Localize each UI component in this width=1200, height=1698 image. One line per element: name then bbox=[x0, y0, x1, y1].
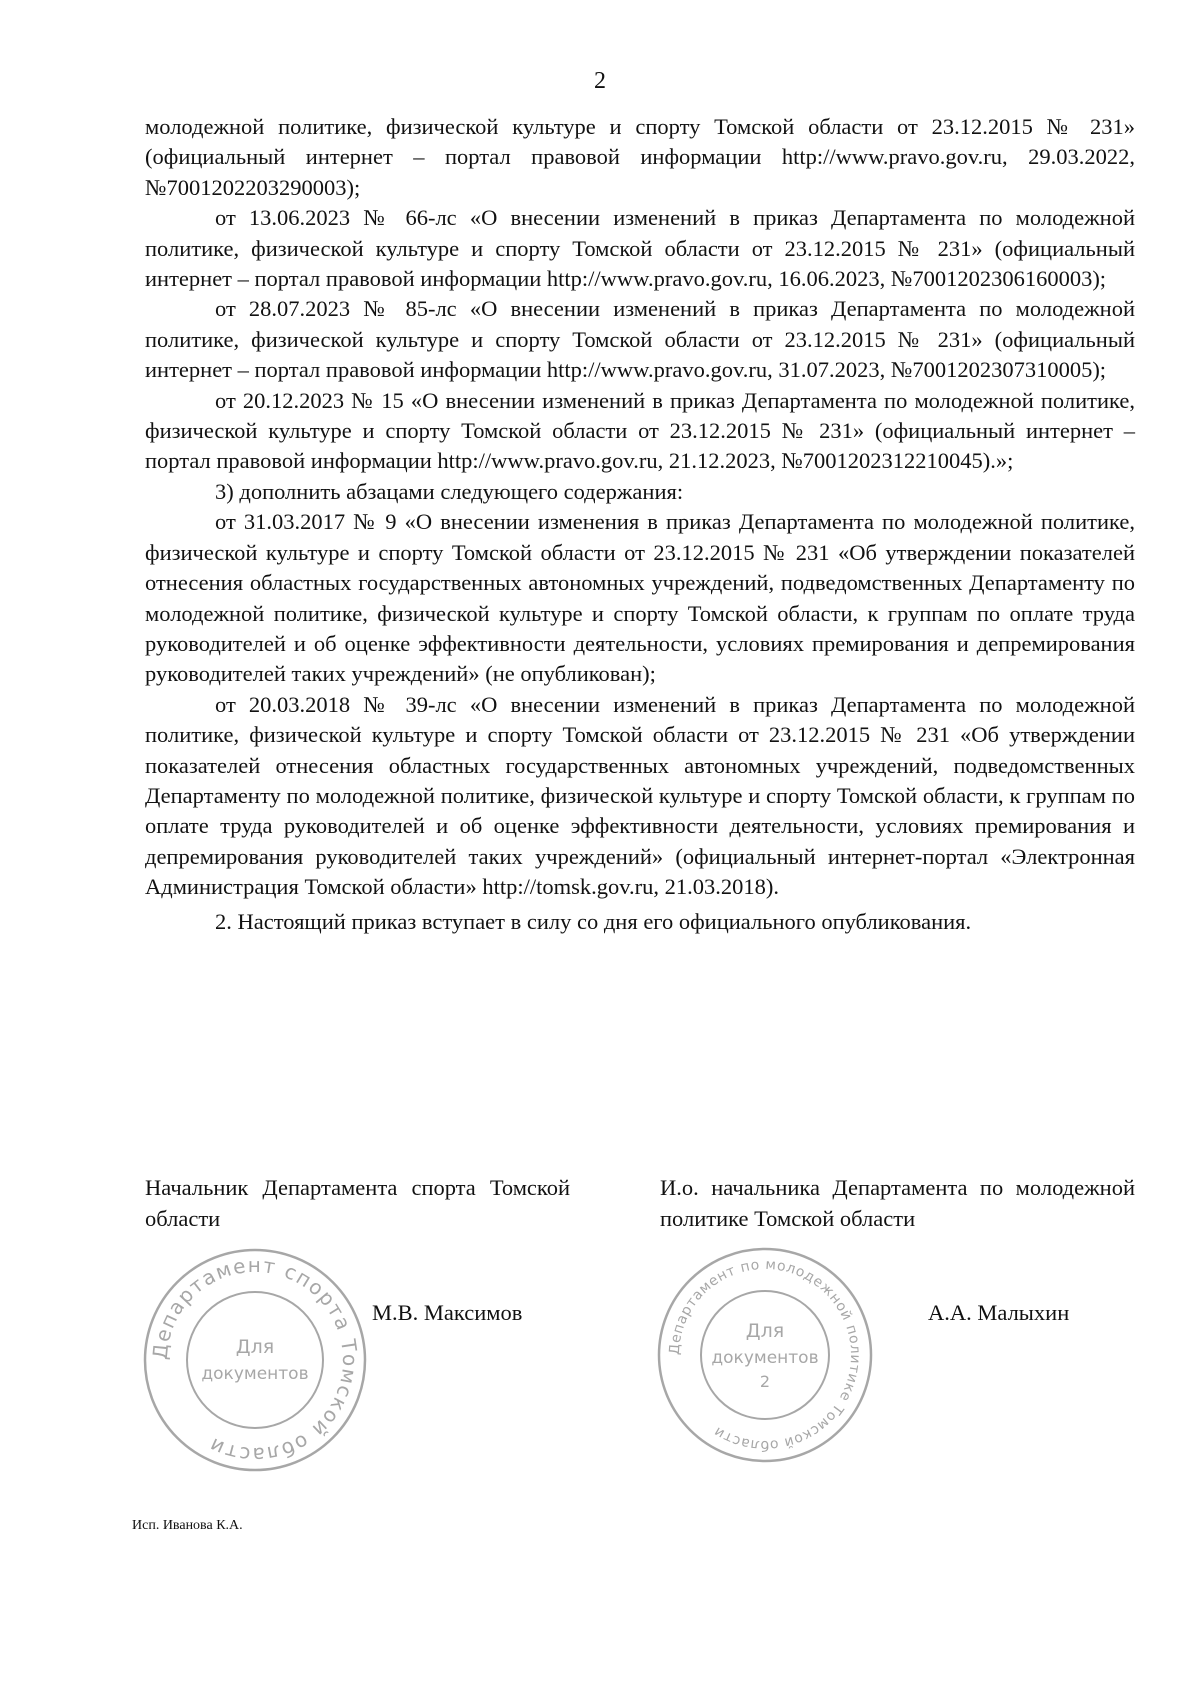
stamp-right-ring-text: Департамент по молодежной политике Томской области bbox=[666, 1256, 864, 1454]
stamp-right-center-line1: Для bbox=[745, 1320, 785, 1342]
paragraph-7: от 20.03.2018 № 39-лс «О внесении изменений в приказ Департамента по молодежной политике, физической культуре и спорту Томской области от 23.12.2015 № 231 «Об утверждении показателей отнесения областных государственных автономных учреждений, подведомственных Департаменту по молодежной политике, физической культуре и спорту Томской области, к группам по оплате труда руководителей и об оценке эффективности деятельности, условиях премирования и депремирования руководителей таких учреждений» (официальный интернет-портал «Электронная Администрация Томской области» http://tomsk.gov.ru, 21.03.2018). bbox=[145, 691, 1135, 900]
paragraph-4: от 20.12.2023 № 15 «О внесении изменений в приказ Департамента по молодежной политике, физической культуре и спорту Томской области от 23.12.2015 № 231» (официальный интернет – портал правовой информации http://www.pravo.gov.ru, 21.12.2023, №7001202312210045).»; bbox=[145, 387, 1135, 474]
paragraph-5: 3) дополнить абзацами следующего содержания: bbox=[215, 478, 684, 504]
paragraph-item-2: 2. Настоящий приказ вступает в силу со дня его официального опубликования. bbox=[215, 908, 972, 934]
stamp-left-seal bbox=[140, 1245, 370, 1475]
paragraph-3: от 28.07.2023 № 85-лс «О внесении изменений в приказ Департамента по молодежной политике, физической культуре и спорту Томской области от 23.12.2015 № 231» (официальный интернет – портал правовой информации http://www.pravo.gov.ru, 31.07.2023, №7001202307310005); bbox=[145, 296, 1135, 383]
stamp-right-center-number: 2 bbox=[759, 1372, 771, 1391]
stamp-left-ring-text: Департамент спорта Томской области bbox=[147, 1252, 363, 1468]
signature-right-name: А.А. Малыхин bbox=[928, 1300, 1070, 1325]
stamp-left-center-line1: Для bbox=[235, 1336, 275, 1358]
signature-left-title: Начальник Департамента спорта Томской области bbox=[145, 1175, 570, 1231]
page-number: 2 bbox=[594, 68, 606, 94]
signature-left-name: М.В. Максимов bbox=[372, 1300, 523, 1325]
stamp-right-seal bbox=[655, 1245, 875, 1465]
document-body bbox=[145, 112, 1135, 937]
executor-note: Исп. Иванова К.А. bbox=[132, 1518, 243, 1533]
paragraph-1: молодежной политике, физической культуре и спорту Томской области от 23.12.2015 № 231» (официальный интернет – портал правовой информации http://www.pravo.gov.ru, 29.03.2022, №7001202203290003); bbox=[145, 114, 1135, 200]
svg-text:Департамент спорта Томской обл bbox=[148, 1253, 362, 1467]
signature-right-title: И.о. начальника Департамента по молодежной политике Томской области bbox=[660, 1175, 1135, 1231]
stamp-left-center-line2: документов bbox=[201, 1364, 309, 1384]
paragraph-6: от 31.03.2017 № 9 «О внесении изменения в приказ Департамента по молодежной политике, физической культуре и спорту Томской области от 23.12.2015 № 231 «Об утверждении показателей отнесения областных государственных автономных учреждений, подведомственных Департаменту по молодежной политике, физической культуре и спорту Томской области, к группам по оплате труда руководителей и об оценке эффективности деятельности, условиях премирования и депремирования руководителей таких учреждений» (не опубликован); bbox=[145, 509, 1135, 687]
stamp-right-center-line2: документов bbox=[711, 1348, 819, 1368]
paragraph-2: от 13.06.2023 № 66-лс «О внесении изменений в приказ Департамента по молодежной политике, физической культуре и спорту Томской области от 23.12.2015 № 231» (официальный интернет – портал правовой информации http://www.pravo.gov.ru, 16.06.2023, №7001202306160003); bbox=[145, 205, 1135, 292]
